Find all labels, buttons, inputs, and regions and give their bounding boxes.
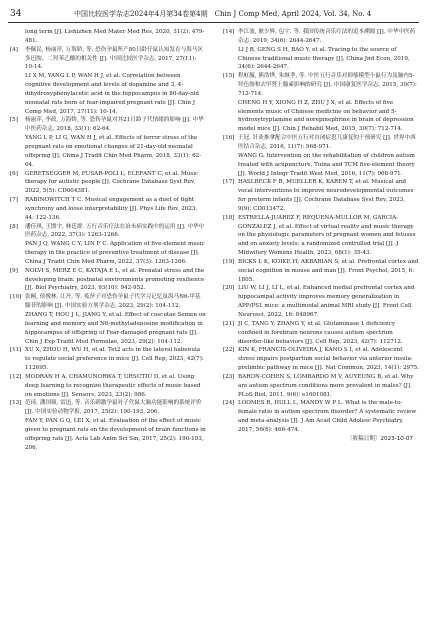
- reference-number: [16]: [223, 135, 235, 142]
- header-rule: [8, 22, 419, 23]
- reference-text: RABINOWITCH T C. Musical engagement as a duet of tight synchrony and loose interpretability [J]. Phys Life Rev, 2023, 44: 122-136.: [25, 197, 198, 221]
- reference-number: [6]: [10, 170, 18, 177]
- reference-number: [11]: [10, 347, 22, 354]
- reference-translation: ZHANG T, HOU J L, JIANG Y, et al. Effect of cuscutae Semen on learning and memory and N6-methyladenosine modification in hippocampus of offspring of Fear-damaged pregnant rats [J]. Chin J Exp Tradit Med Formulae, 2023, 29(2): 104-112.: [25, 312, 206, 345]
- reference-entry: [10, 46, 206, 117]
- reference-number: [13]: [10, 400, 22, 407]
- reference-text: 范琦, 潘国强, 雷迅, 等. 音乐刺激孕鼠对子代鼠大脑功能影响的系统评价 [J]. 中国实验动物学报, 2017, 25(2): 190-193, 206.: [25, 400, 202, 416]
- reference-text: 张桐, 侯俊林, 江丹, 等. 菟丝子对恐伤孕鼠子代学习记忆及海马N6-甲基腺苷的影响 [J]. 中国实验方剂学杂志, 2023, 29(2): 104-112.: [25, 294, 201, 310]
- reference-entry: [223, 346, 419, 373]
- reference-translation: LI J B, GENG S H, BAO Y, et al. Tracing to the source of Chinese traditional music therapy [J]. China Jnd Econ, 2019, 34(6): 2644-2647.: [238, 46, 410, 71]
- reference-number: [12]: [10, 373, 22, 380]
- reference-translation: YANG L P, LI G, WAN H J, et al. Effects of terror stress of the pregnant rats on emotional changes of 21-day-old neonatal offspring [J]. China J Tradit Chin Med Pharm, 2018, 33(1): 62-64.: [25, 135, 202, 168]
- received-date: 〔收稿日期〕2023-10-07: [346, 435, 413, 442]
- reference-number: [24]: [223, 400, 235, 407]
- reference-number: [21]: [223, 320, 235, 327]
- reference-number: [5]: [10, 117, 18, 124]
- reference-entry: [10, 293, 206, 346]
- reference-entry: [10, 346, 206, 373]
- reference-number: [14]: [223, 29, 235, 35]
- reference-number: [15]: [223, 73, 235, 80]
- reference-text: NOLVI S, MERZ E C, KATAJA E L, et al. Prenatal stress and the developing brain: postnatal environments promoting resilience [J]. Biol Psychiatry, 2023, 93(10): 942-952.: [25, 267, 205, 292]
- reference-text: KIN K, FRANCIS-OLIVEIRA J, KANO S I, et al. Adolescent stress impairs postpartum social behavior via anterior insula-prelimbic pathway in mice [J]. Nat Commun, 2023, 14(1): 2975.: [238, 347, 419, 372]
- reference-text: LIU W, LI J, LI L, et al. Enhanced medial prefrontal cortex and hippocampal activity improves memory generalization in APP/PS1 mice: a multimodal animal MRI study [J]. Front Cell Neurosci, 2022, 16: 848967.: [238, 285, 415, 318]
- reference-entry: [223, 134, 419, 178]
- reference-entry: [223, 28, 419, 72]
- reference-entry: [223, 178, 419, 213]
- reference-number: [8]: [10, 223, 18, 230]
- reference-text: XU X, ZHOU H, WU H, et al. Tet2 acts in the lateral habenula to regulate social preference in mice [J]. Cell Rep, 2023, 42(7): 112695.: [25, 347, 204, 372]
- reference-number: [17]: [223, 179, 235, 186]
- reference-number: [20]: [223, 285, 235, 292]
- reference-translation: PAN J Q, WANG C Y, LIN F C. Application of five-element music therapy in the practice of preventive treatment of disease [J]. China J Tradit Chin Med Pharm, 2022, 37(3): 1263-1266.: [25, 241, 205, 265]
- reference-number: [7]: [10, 197, 18, 204]
- reference-text: MODRAN H A, CHAMUNORWA T, URSUTIU D, et al. Using deep learning to recognize therapeutic effects of music based on emotions [J]. Sensors, 2023, 23(2): 986.: [25, 373, 201, 398]
- reference-text: BARON-COHEN S, LOMBARDO M V, AUYEUNG B, et al. Why are autism spectrum conditions more prevalent in males? [J]. PLoS Biol, 2011, 9(6): e1001081.: [238, 373, 414, 398]
- references-right-column: [223, 28, 419, 618]
- reference-text: 杨丽萍, 李政, 万海娇, 等. 恐伤孕鼠对其21日龄子代情绪的影响 [J]. 中华中医药杂志, 2018, 33(1): 62-64.: [25, 117, 204, 133]
- reference-number: [18]: [223, 214, 235, 221]
- reference-number: [23]: [223, 373, 235, 380]
- reference-text: LOOMES R, HULL L, MANDY W P L. What is the male-to-female ratio in autism spectrum disorder? A systematic review and meta-analysis [J]. J Am Acad Child Adolesc Psychiatry, 2017, 56(6): 466-474.: [238, 400, 417, 433]
- reference-entry: [223, 373, 419, 400]
- reference-entry: [223, 284, 419, 319]
- running-header: [8, 7, 419, 21]
- reference-number: [22]: [223, 347, 235, 354]
- page-number: 34: [10, 9, 22, 19]
- reference-text: 潘佳琪, 王馈宇, 林廷群. 五行音乐疗法在治未病实践中的运用 [J]. 中华中医药杂志, 2022, 37(3): 1263-1266.: [25, 223, 205, 239]
- received-date-line: [223, 435, 419, 444]
- reference-entry: [10, 196, 206, 223]
- reference-number: [4]: [10, 46, 18, 53]
- reference-entry: [223, 320, 419, 347]
- reference-entry: [10, 267, 206, 294]
- reference-entry: [223, 258, 419, 285]
- journal-title: 中国比较医学杂志2024年4月第34卷第4期 Chin J Comp Med, April 2024, Vol. 34, No. 4: [74, 10, 372, 18]
- reference-text: HASLBECK F B, MUELLER K, KAREN T, et al. Musical and vocal interventions to improve neurodevelopmental outcomes for preterm infants [J]. Cochrane Database Syst Rev, 2023, 9(9): CD013472.: [238, 179, 414, 212]
- reference-text: long term [J]. Lishizhen Med Mater Med Res, 2020, 31(2): 479-481.: [25, 29, 205, 44]
- reference-text: JI C, TANG Y, ZHANG Y, et al. Glutaminase 1 deficiency confined in forebrain neurons causes autism spectrum disorder-like behaviors [J]. Cell Rep, 2023, 42(7): 112712.: [238, 320, 403, 345]
- reference-translation: FAN Y, PAN G Q, LEI X, et al. Evaluation of the effect of music given to pregnant rats on the development of brain functions in offspring rats [J]. Acta Lab Anim Sci Sin, 2017, 25(2): 190-193, 206.: [25, 418, 206, 451]
- reference-entry: [10, 399, 206, 452]
- reference-entry: [10, 170, 206, 197]
- reference-text: 程虹毓, 熊浩烨, 朱继孝, 等. 中医五行音乐对抑郁模型小鼠行为及脑内5-羟色胺和去甲肾上腺素影响的研究 [J]. 中国康复医学杂志, 2015, 30(7): 712-714.: [238, 73, 417, 97]
- reference-translation: LI X M, YANG L P, WAN H J, et al. Correlation between cognitive development and levels of dopamine and 3, 4-dihydroxyphenylacetic acid in the hippocampus in 80-day-old neonatal rats born of fear-impaired pregnant rats [J]. Chin J Comp Med, 2017, 27(11): 10-14.: [25, 73, 199, 115]
- reference-text: BICKS L K, KOIKE H, AKBARIAN S, et al. Prefrontal cortex and social cognition in mouse and man [J]. Front Psychol, 2015, 6: 1805.: [238, 258, 419, 283]
- reference-text: 王冠. 针灸推拿配合中医五行对自闭症患儿康复的干预研究 [J]. 世界中西医结合杂志, 2016, 11(7): 968-971.: [238, 135, 416, 150]
- reference-entry: [10, 223, 206, 267]
- references-left-column: [10, 28, 206, 618]
- reference-text: GERETSEGGER M, FUSAR-POLI L, ELEFANT C, et al. Music therapy for autistic people [J]. Cochrane Database Syst Rev, 2022, 5(5): CD004381.: [25, 170, 199, 195]
- reference-entry: [223, 214, 419, 258]
- reference-text: 李江波, 耿少辉, 包宇, 等. 我国传统音乐疗法的追本溯源 [J]. 中华中医药杂志, 2019, 34(6): 2644-2647.: [238, 29, 416, 44]
- reference-entry: [10, 373, 206, 400]
- reference-text: 李佩民, 杨丽萍, 万海娇, 等. 恐伤孕鼠所产80日龄仔鼠认知发育与海马区多巴胺、二羟苯乙酸的相关性 [J]. 中国比较医学杂志, 2017, 27(11): 10-14.: [25, 46, 203, 71]
- reference-entry: [223, 399, 419, 434]
- reference-translation: WANG G. Intervention on the rehabilitation of children autism treated with acupuncture, Tuina and TCM five-element theory [J]. World J Integr Tradit West Med, 2016, 11(7): 968-971.: [238, 152, 415, 177]
- reference-entry: [10, 116, 206, 169]
- reference-number: [19]: [223, 258, 235, 265]
- reference-text: ESTRELLA-JUAREZ F, REQUENA-MULLOR M, GARCIA-GONZALEZ J, et al. Effect of virtual reality and music therapy on the physiologic parameters of pregnant women and fetuses and on anxiety levels: a randomized controlled trial [J]. J Midwifery Womens Health, 2023, 68(1): 35-43.: [238, 214, 416, 257]
- reference-entry: [223, 72, 419, 134]
- reference-entry: [10, 28, 206, 46]
- reference-number: [10]: [10, 294, 22, 301]
- reference-translation: CHENG H Y, XIONG H Z, ZHU J X, et al. Effects of five elements music of Chinese medicine on behavior and 5-hydroxytryptamine and norepinephrine in brain of depression model mice [J]. Chin J Rehabil Med, 2015, 30(7): 712-714.: [238, 99, 414, 133]
- reference-number: [9]: [10, 267, 18, 274]
